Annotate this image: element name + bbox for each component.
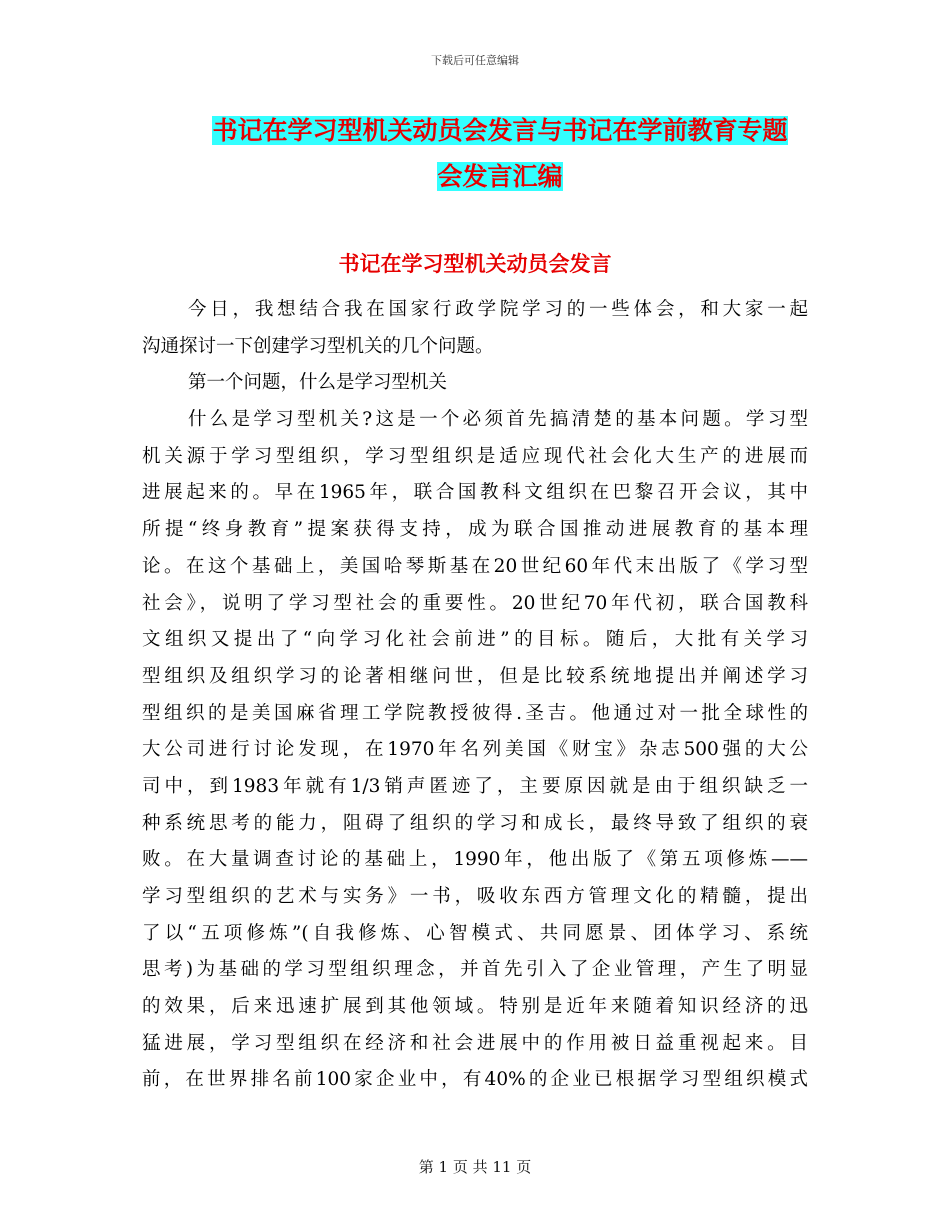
- text-line: 前，在世界排名前100家企业中，有40%的企业已根据学习型组织模式: [142, 1069, 808, 1091]
- section-title: 书记在学习型机关动员会发言: [338, 252, 612, 276]
- text-line: 社会》，说明了学习型社会的重要性。20世纪70年代初，联合国教科: [142, 592, 808, 614]
- text-line: 司中，到1983年就有1/3销声匿迹了，主要原因就是由于组织缺乏一: [142, 775, 808, 797]
- text-line: 沟通探讨一下创建学习型机关的几个问题。: [142, 335, 494, 357]
- title-line-2: 会发言汇编: [437, 162, 563, 191]
- text-line: 猛进展，学习型组织在经济和社会进展中的作用被日益重视起来。目: [142, 1032, 808, 1054]
- text-line: 所提“终身教育”提案获得支持，成为联合国推动进展教育的基本理: [142, 519, 808, 541]
- header-note: 下载后可任意编辑: [431, 54, 519, 67]
- text-line: 型组织的是美国麻省理工学院教授彼得.圣吉。他通过对一批全球性的: [142, 702, 808, 724]
- page-footer: 第 1 页 共 11 页: [418, 1158, 532, 1176]
- text-line: 第一个问题，什么是学习型机关: [188, 372, 448, 394]
- text-line: 的效果，后来迅速扩展到其他领域。特别是近年来随着知识经济的迅: [142, 996, 808, 1018]
- text-line: 种系统思考的能力，阻碍了组织的学习和成长，最终导致了组织的衰: [142, 812, 808, 834]
- title-line-1: 书记在学习型机关动员会发言与书记在学前教育专题: [212, 116, 788, 145]
- text-line: 了以“五项修炼”(自我修炼、心智模式、共同愿景、团体学习、系统: [142, 922, 808, 944]
- body-text: [142, 292, 808, 1099]
- title-line: [140, 108, 860, 154]
- text-line: 大公司进行讨论发现，在1970年名列美国《财宝》杂志500强的大公: [142, 739, 808, 761]
- text-line: 今日，我想结合我在国家行政学院学习的一些体会，和大家一起: [188, 299, 808, 320]
- text-line: 进展起来的。早在1965年，联合国教科文组织在巴黎召开会议，其中: [142, 482, 808, 504]
- text-line: 文组织又提出了“向学习化社会前进”的目标。随后，大批有关学习: [142, 629, 808, 651]
- title-line: [140, 154, 860, 200]
- text-line: 机关源于学习型组织，学习型组织是适应现代社会化大生产的进展而: [142, 445, 808, 467]
- text-line: 什么是学习型机关?这是一个必须首先搞清楚的基本问题。学习型: [188, 409, 808, 431]
- document-title: [140, 108, 860, 200]
- text-line: 论。在这个基础上，美国哈琴斯基在20世纪60年代末出版了《学习型: [142, 555, 808, 577]
- text-line: 学习型组织的艺术与实务》一书，吸收东西方管理文化的精髓，提出: [142, 886, 808, 907]
- text-line: 败。在大量调查讨论的基础上，1990年，他出版了《第五项修炼——: [142, 849, 808, 871]
- text-line: 型组织及组织学习的论著相继问世，但是比较系统地提出并阐述学习: [142, 665, 808, 687]
- text-line: 思考)为基础的学习型组织理念，并首先引入了企业管理，产生了明显: [142, 959, 808, 981]
